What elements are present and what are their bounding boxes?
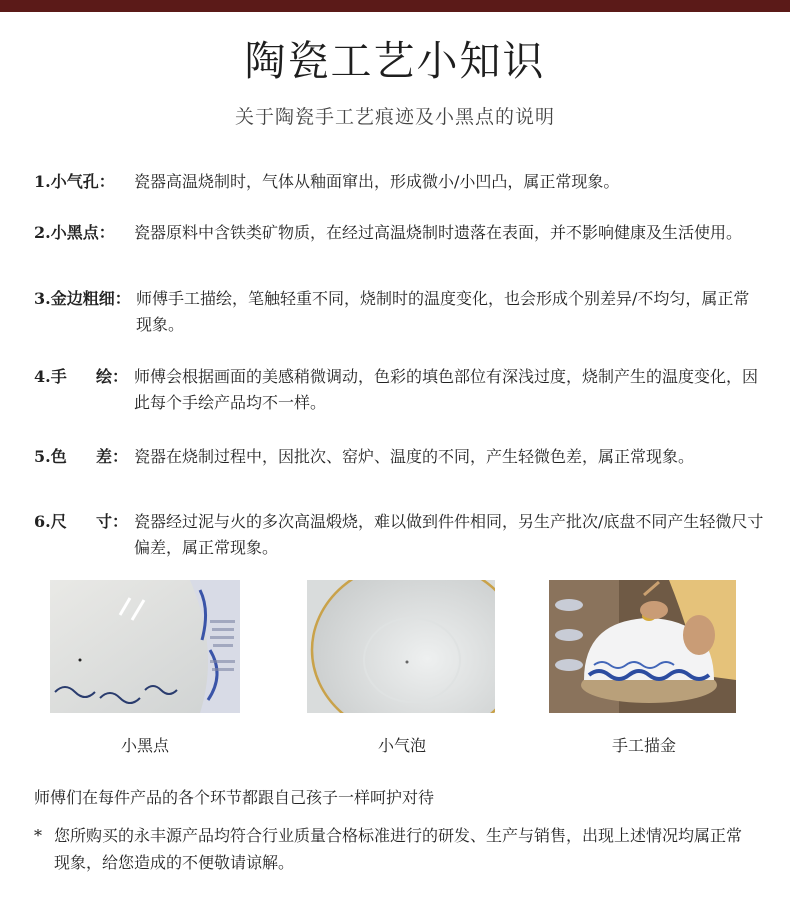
- item-label: 2.小黑点：: [34, 223, 115, 242]
- photo-caption-gold-painting: 手工描金: [611, 736, 676, 755]
- photo-caption-bubble: 小气泡: [377, 736, 426, 755]
- item-label: 6.尺 寸：: [34, 512, 128, 531]
- item-text: 瓷器原料中含铁类矿物质，在经过高温烧制时遗落在表面，并不影响健康及生活使用。: [134, 223, 743, 242]
- photo-caption-black-spot: 小黑点: [120, 736, 169, 755]
- craft-motto: 师傅们在每件产品的各个环节都跟自己孩子一样呵护对待: [34, 788, 435, 807]
- item-label: 3.金边粗细：: [34, 289, 131, 308]
- item-text: 师傅手工描绘，笔触轻重不同，烧制时的温度变化，也会形成个别差异/不均匀，属正常现象。: [136, 289, 750, 334]
- page-subtitle: 关于陶瓷手工艺痕迹及小黑点的说明: [234, 106, 555, 128]
- bubble-photo: [307, 580, 495, 713]
- page-title: 陶瓷工艺小知识: [244, 37, 546, 85]
- item-label: 4.手 绘：: [34, 367, 128, 386]
- black-spot-photo: [50, 580, 240, 713]
- gold-painting-photo: [549, 580, 736, 713]
- item-label: 1.小气孔：: [34, 172, 115, 191]
- item-label: 5.色 差：: [34, 447, 128, 466]
- item-text: 瓷器经过泥与火的多次高温煅烧，难以做到件件相同，另生产批次/底盘不同产生轻微尺寸偏差，属正常现象。: [134, 512, 764, 557]
- item-text: 瓷器高温烧制时，气体从釉面窜出，形成微小/小凹凸，属正常现象。: [134, 172, 620, 191]
- item-text: 瓷器在烧制过程中，因批次、窑炉、温度的不同，产生轻微色差，属正常现象。: [134, 447, 695, 466]
- disclaimer-note: 您所购买的永丰源产品均符合行业质量合格标准进行的研发、生产与销售，出现上述情况均属正常现象，给您造成的不便敬请谅解。: [54, 826, 743, 872]
- note-asterisk: *: [34, 826, 42, 845]
- top-border-bar: [0, 0, 790, 12]
- item-text: 师傅会根据画面的美感稍微调动，色彩的填色部位有深浅过度，烧制产生的温度变化，因此每个手绘产品均不一样。: [134, 367, 759, 412]
